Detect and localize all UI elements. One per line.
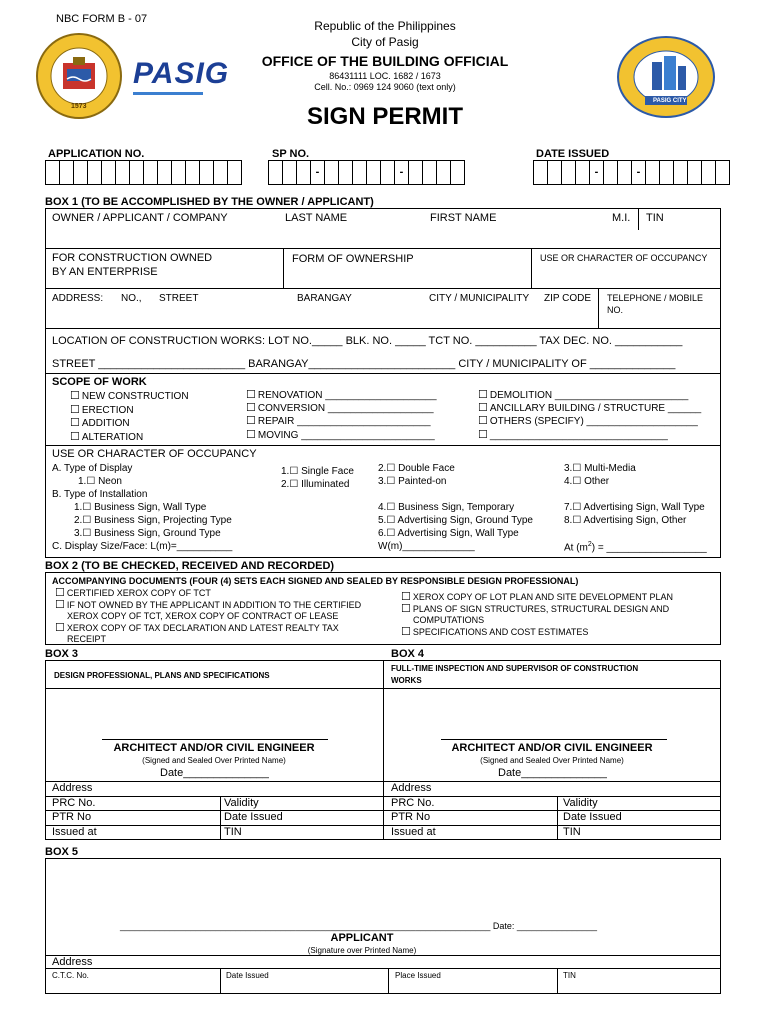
display-multi-media[interactable]: 3.☐ Multi-Media (564, 463, 636, 474)
box4-ptr[interactable]: PTR No (391, 811, 431, 823)
box1-heading: BOX 1 (TO BE ACCOMPLISHED BY THE OWNER / APPLICANT) (45, 196, 374, 208)
scope-demolition[interactable]: ☐ DEMOLITION ________________________ (478, 389, 701, 402)
scope-alteration[interactable]: ☐ ALTERATION (70, 431, 189, 445)
box4-date[interactable]: Date______________ (498, 767, 607, 779)
box4-subheading-2: WORKS (391, 676, 422, 685)
box4-signer: ARCHITECT AND/OR CIVIL ENGINEER (451, 742, 653, 754)
application-no-label: APPLICATION NO. (48, 148, 145, 160)
doc-tct[interactable]: ☐ CERTIFIED XEROX COPY OF TCT (55, 588, 361, 600)
box4-subheading-1: FULL-TIME INSPECTION AND SUPERVISOR OF CONSTRUCTION (391, 664, 639, 673)
box4-validity[interactable]: Validity (563, 797, 598, 809)
scope-title: SCOPE OF WORK (52, 376, 147, 388)
first-name-label: FIRST NAME (430, 212, 497, 224)
scope-col2 (246, 389, 437, 442)
doc-tax-declaration[interactable]: ☐ XEROX COPY OF TAX DECLARATION AND LATEST REALTY TAX (55, 623, 361, 635)
scope-renovation[interactable]: ☐ RENOVATION ____________________ (246, 389, 437, 402)
location-line[interactable]: LOCATION OF CONSTRUCTION WORKS: LOT NO._____ BLK. NO. _____ TCT NO. __________ TAX DEC. NO. ___________ (52, 335, 683, 347)
street-line[interactable]: STREET ________________________ BARANGAY________________________ CITY / MUNICIPALITY OF ______________ (52, 358, 676, 370)
doc-specifications[interactable]: ☐ SPECIFICATIONS AND COST ESTIMATES (401, 627, 673, 639)
doc-tax-declaration-cont: RECEIPT (67, 634, 107, 644)
install-1[interactable]: 1.☐ Business Sign, Wall Type (74, 502, 207, 513)
date-issued-label: DATE ISSUED (536, 148, 610, 160)
box5-date-issued[interactable]: Date Issued (226, 971, 269, 980)
box3-signed-note: (Signed and Sealed Over Printed Name) (142, 756, 286, 765)
seal-year: 1573 (71, 103, 87, 110)
box5-tin[interactable]: TIN (563, 971, 576, 980)
sp-no-label: SP NO. (272, 148, 310, 160)
box3-date[interactable]: Date______________ (160, 767, 269, 779)
last-name-label: LAST NAME (285, 212, 348, 224)
type-display-label: A. Type of Display (52, 463, 133, 474)
doc-sign-plans-cont: COMPUTATIONS (413, 615, 485, 626)
display-other[interactable]: 4.☐ Other (564, 476, 610, 487)
header-city: City of Pasig (351, 35, 419, 49)
scope-ancillary[interactable]: ☐ ANCILLARY BUILDING / STRUCTURE ______ (478, 402, 701, 415)
mi-label: M.I. (612, 212, 631, 224)
header-cell: Cell. No.: 0969 124 9060 (text only) (314, 82, 456, 92)
box4-heading: BOX 4 (391, 648, 425, 660)
box5-address[interactable]: Address (52, 956, 93, 968)
city-label: CITY / MUNICIPALITY (429, 293, 530, 304)
display-size-width[interactable]: W(m)_____________ (378, 541, 475, 552)
scope-blank[interactable]: ☐ ________________________________ (478, 429, 701, 442)
scope-addition[interactable]: ☐ ADDITION (70, 417, 189, 431)
tin-label: TIN (646, 212, 664, 224)
display-illuminated[interactable]: 2.☐ Illuminated (281, 479, 350, 490)
header-office: OFFICE OF THE BUILDING OFFICIAL (261, 53, 509, 69)
install-8[interactable]: 8.☐ Advertising Sign, Other (564, 515, 687, 526)
install-6[interactable]: 6.☐ Advertising Sign, Wall Type (378, 528, 519, 539)
box4-tin[interactable]: TIN (563, 826, 581, 838)
accompanying-docs: ACCOMPANYING DOCUMENTS (FOUR (4) SETS EACH SIGNED AND SEALED BY RESPONSIBLE DESIGN PROFESSIONAL) (52, 576, 579, 586)
obo-banner: PASIG CITY (653, 98, 687, 104)
header-republic: Republic of the Philippines (314, 19, 456, 33)
box2-left-list (55, 588, 361, 646)
owner-label: OWNER / APPLICANT / COMPANY (52, 212, 228, 224)
install-2[interactable]: 2.☐ Business Sign, Projecting Type (74, 515, 232, 526)
install-3[interactable]: 3.☐ Business Sign, Ground Type (74, 528, 221, 539)
box3-ptr[interactable]: PTR No (52, 811, 92, 823)
applicant-signature-note: (Signature over Printed Name) (307, 946, 417, 955)
box3-prc[interactable]: PRC No. (52, 797, 96, 809)
doc-not-owned[interactable]: ☐ IF NOT OWNED BY THE APPLICANT IN ADDITION TO THE CERTIFIED (55, 600, 361, 612)
box3-subheading: DESIGN PROFESSIONAL, PLANS AND SPECIFICATIONS (54, 671, 270, 680)
date-issued-boxes[interactable]: - - (533, 160, 730, 185)
install-4[interactable]: 4.☐ Business Sign, Temporary (378, 502, 515, 513)
type-installation-label: B. Type of Installation (52, 489, 148, 500)
application-no-boxes[interactable] (45, 160, 242, 185)
use-character-label: USE OR CHARACTER OF OCCUPANCY (540, 253, 708, 263)
box4-signed-note: (Signed and Sealed Over Printed Name) (480, 756, 624, 765)
display-single-face[interactable]: 1.☐ Single Face (281, 466, 354, 477)
applicant-signature-line[interactable]: __________________________________________________________________________ Date: ________________ (120, 921, 597, 931)
box3-heading: BOX 3 (45, 648, 79, 660)
display-size-area[interactable]: At $(m^2)$ = __________________ (564, 541, 707, 554)
display-double-face[interactable]: 2.☐ Double Face (378, 463, 455, 474)
box3-validity[interactable]: Validity (224, 797, 259, 809)
scope-moving[interactable]: ☐ MOVING ________________________ (246, 429, 437, 442)
address-label: ADDRESS: (52, 293, 104, 304)
display-neon[interactable]: 1.☐ Neon (78, 476, 122, 487)
for-construction-label-2: BY AN ENTERPRISE (52, 266, 158, 278)
header-loc: 86431111 LOC. 1682 / 1673 (329, 71, 441, 81)
box5-place-issued[interactable]: Place Issued (395, 971, 441, 980)
box3-address[interactable]: Address (52, 782, 93, 794)
form-of-ownership-label: FORM OF OWNERSHIP (292, 253, 414, 265)
box3-signer: ARCHITECT AND/OR CIVIL ENGINEER (113, 742, 315, 754)
use-title: USE OR CHARACTER OF OCCUPANCY (52, 448, 257, 460)
box5-heading: BOX 5 (45, 846, 79, 858)
scope-new-construction[interactable]: ☐ NEW CONSTRUCTION (70, 390, 189, 404)
box2-right-list (401, 592, 673, 638)
street-label: STREET (159, 293, 199, 304)
sp-no-boxes[interactable]: - - (268, 160, 465, 185)
for-construction-label-1: FOR CONSTRUCTION OWNED (52, 252, 213, 264)
page-title: SIGN PERMIT (306, 103, 463, 130)
box4-address[interactable]: Address (391, 782, 432, 794)
display-size-length[interactable]: C. Display Size/Face: L(m)=__________ (52, 541, 233, 552)
scope-conversion[interactable]: ☐ CONVERSION ___________________ (246, 402, 437, 415)
box4-issued-at[interactable]: Issued at (391, 826, 436, 838)
barangay-label: BARANGAY (297, 293, 352, 304)
scope-others[interactable]: ☐ OTHERS (SPECIFY) ____________________ (478, 415, 701, 428)
applicant-label: APPLICANT (330, 932, 394, 944)
scope-repair[interactable]: ☐ REPAIR ________________________ (246, 415, 437, 428)
box5-ctc[interactable]: C.T.C. No. (52, 971, 89, 980)
box3-date-issued[interactable]: Date Issued (224, 811, 283, 823)
box3-signature-line[interactable] (102, 739, 328, 740)
no-label: NO., (121, 293, 142, 304)
telephone-label-2: NO. (607, 305, 624, 315)
box4-prc[interactable]: PRC No. (391, 797, 435, 809)
zip-label: ZIP CODE (544, 293, 592, 304)
pasig-wordmark-logo: PASIG (133, 58, 213, 100)
scope-col1 (70, 390, 189, 444)
box3-issued-at[interactable]: Issued at (52, 826, 97, 838)
scope-erection[interactable]: ☐ ERECTION (70, 404, 189, 418)
doc-sign-plans[interactable]: ☐ PLANS OF SIGN STRUCTURES, STRUCTURAL DESIGN AND (401, 604, 673, 616)
install-5[interactable]: 5.☐ Advertising Sign, Ground Type (378, 515, 533, 526)
install-7[interactable]: 7.☐ Advertising Sign, Wall Type (564, 502, 705, 513)
form-number: NBC FORM B - 07 (56, 13, 148, 25)
box4-signature-line[interactable] (441, 739, 667, 740)
display-painted-on[interactable]: 3.☐ Painted-on (378, 476, 447, 487)
box4-date-issued[interactable]: Date Issued (563, 811, 622, 823)
telephone-label-1: TELEPHONE / MOBILE (607, 293, 704, 303)
box3-tin[interactable]: TIN (224, 826, 242, 838)
scope-col3 (478, 389, 701, 442)
doc-not-owned-cont: XEROX COPY OF TCT, XEROX COPY OF CONTRACT OF LEASE (67, 611, 339, 621)
box2-heading: BOX 2 (TO BE CHECKED, RECEIVED AND RECORDED) (45, 560, 335, 572)
doc-lot-plan[interactable]: ☐ XEROX COPY OF LOT PLAN AND SITE DEVELOPMENT PLAN (401, 592, 673, 604)
